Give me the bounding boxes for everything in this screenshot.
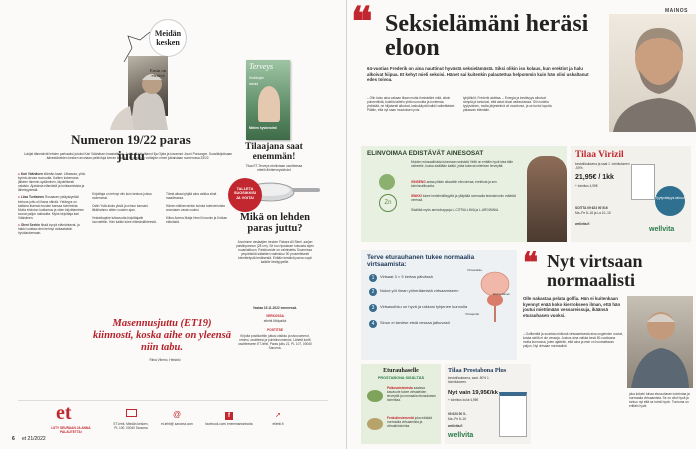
athlete-photo (527, 156, 567, 242)
cursor-icon: ➚ (275, 412, 281, 419)
feedback-intro: Lukijat äänestivät lehden parhaaksi jutuksi Kari Väänäsen haastattelun. Jutun oli kirjoittanut Ilja Ojala ja kuvannut Jouni Porsanger. Suosikkijuttuaan äänestäneiden kesken arvotaan palkintoja kerran kuussa. Seuraavien voittajien nimet julkaistaan numerossa 25/22. (23, 152, 233, 161)
diagram-label: Eturauhanen (493, 292, 511, 296)
step-number: 1 (369, 274, 377, 282)
page-number: 6 (12, 436, 15, 442)
postitse-label: POSTITSE (267, 328, 283, 332)
leaf-icon (379, 174, 395, 190)
contact-label: etlehti.fi (272, 422, 284, 426)
article2-body: – Golfkenttä ja suurista mökinsä virtsaamisesta aina ongelmien vuoksi, koska siellä ei ole vessoja. Joskus aina vaikka kesä 50-vuotiaana mutta kunnossa, joten ajattelin, että aina ja esin on huomattavan paljon, Nyt virtsaan normaalisti. (523, 332, 623, 349)
reader-quote: Masennusjuttu (ET19) kiinnosti, koska aihe on yleensä niin tabu. (93, 318, 231, 353)
footer-join: LIITY SEURAAN JA ANNA PALAUTETTA! (51, 426, 91, 435)
winner-item: Kirjoittaja on tehnyt niin kuin keskus joissa molemmat. (92, 192, 152, 201)
right-page (347, 0, 696, 449)
winner-item: Kiitos Amma Maija Hemi Kosonin ja Kotkan elämästä. (166, 216, 228, 225)
winner-item: ● Oleni Seekin tiissä kyvyä elämäntavat, ja hakki vuottaa oleni tehnyt ovikaataisiin hyvälaukemaan. (18, 223, 80, 236)
ingredients3-subtitle: PROSTABONA SISÄLTÄÄ (377, 376, 425, 380)
prostate-step (369, 304, 469, 312)
ingredient3-name: Palkovaistemista (387, 386, 413, 390)
feedback-title: Numeron 19/22 paras juttu (71, 132, 191, 163)
quote-author: Riina Viherio, Helsinki (149, 358, 181, 362)
ingredient-item (411, 208, 521, 212)
ingredient-text: tukee hedelmällisyyttä ja ylläpitää normaalia testosteronin määrää veressä. (411, 194, 516, 203)
magazine-title: Terveys (249, 62, 274, 71)
ingredients3-title: Eturauhaselle (383, 368, 419, 374)
order-text: Tilaa ET-Terveys etuhintaan osoitteessa etlehti.fi/etterveyslehdet (245, 164, 303, 173)
step-text: Nukut yöt ilman yöheräämistä virtsaamiseen (380, 288, 459, 293)
prostate-step (369, 320, 469, 328)
ingredient-item (411, 194, 521, 202)
article2-headline: Nyt virtsaan normaalisti (547, 251, 643, 290)
badge-line1: TALLETA (236, 187, 254, 191)
magazine-coverline: seksiä (249, 82, 259, 86)
prostate-step (369, 288, 469, 296)
prostate-step (369, 274, 469, 282)
winners-column-3 (166, 192, 228, 225)
ingredients-title: ELINVOIMAA EDISTÄVÄT AINESOSAT (367, 150, 484, 157)
article-lead: 64-vuotias Frederik on aina nauttinut hyvästä seksielämästä. Siksi olikin iso kolaus, kun erektiot ja halu alkoivat hiipua. Et kehyt mieli sekoisi. Hänet sai kuitenkin palautettua helpommin kuin hän olisi uskaltanut edes toivoa. (367, 66, 589, 83)
ingredients-intro: Muiden edusaaliinista tukemaan seksistä Viritti on erittäin hyvä idea tälle vaiheelle, koska sisällään kaikki, jotka tukevat miehisen terveyttä: (411, 160, 513, 169)
footer-contact-mail[interactable] (112, 404, 150, 430)
winner-text: elämän-kaari: Liftaavaa, yhtä-kyrinä-olevaa nuoruutta. Kaiken kokemana jälkeen lämmin-sydäminen, täydellisesti valaistu. Ajatuksia elämästä ja kohtaamisista ja läheisyydestä. (18, 172, 86, 193)
brand-logo: wellvita (448, 432, 474, 439)
fennel-seed-icon (367, 418, 383, 430)
magazine-coverline: Mielen hyvinvointi (249, 126, 277, 130)
product2-hours: Ma–Pe 8–16 (448, 417, 467, 421)
magazine-cover-person (258, 86, 280, 122)
body-column-2: tyhjähköt, Frederik aloittaa. – Energia ja kestävyys alkoivat rämpiä ja tuntuivat, että asiat olivat vaikeuksissa. Olin todella tyytyväinen, mutta järjestelmä oli muuttunut, ja se tuntui lopulta palaavan elämään. (463, 96, 552, 113)
winner-name: Kari Väänäsen (20, 172, 43, 176)
footer-contact-facebook[interactable] (202, 404, 256, 426)
doodle-mark (120, 30, 152, 64)
brand-logo: wellvita (649, 226, 675, 233)
winner-name: Liisa Turtiainen (20, 195, 45, 200)
winner-item: Ostin Ystä aluks yksiä ja minun kansani tiikkihahmo sitten vuoden ajan. (92, 204, 148, 213)
winners-column-1 (18, 172, 86, 235)
pan-promo-badge (228, 178, 262, 212)
contact-label: ET-lehti, Meidän kesken, PL 100, 00040 Sanoma (113, 422, 149, 431)
article-headline: Seksielämäni heräsi eloon (385, 11, 589, 61)
winner-item: ● Liisa Turtiainen Rosaasen ystäyskyntää kertova juttu oli ihana nähdä. Ystävyys on kaikkea itsensä muiden kanssa toimimista. Mutta ehdoton luottamus ja väen kirjoittaminen tuovat paljon rakkautta. Myös kirjoittaja kari Väänänen. (18, 195, 84, 220)
footer-contact-web[interactable] (258, 404, 298, 426)
product2-price: Nyt vain 19,95€/kk (448, 390, 498, 396)
section-sticker (150, 20, 186, 56)
ingredient-text: antaa pitkän aikavälin elinvoimaa, erektiota ja sen toiminnallisuutta. (411, 180, 497, 189)
opinion-deadline: Vastaa 15.11.2022 mennessä. (252, 306, 298, 310)
footer-logo: et (56, 402, 72, 424)
quote-mark: ❝ (351, 0, 373, 44)
product2-price-note: + toimitus kulut 4,95€ (448, 398, 479, 402)
ingredient-text: Sisältää myös aminohappoja L-CITRULLINIA ja L-ARGININIA. (411, 208, 500, 212)
step-number: 3 (369, 304, 377, 312)
ingredient3-text: joka edistää normaalia virtsaamista ja virtsatietoiminta. (387, 416, 432, 429)
ingredient-name: GINSENG (411, 180, 426, 184)
step-text: Sinun ei tarvitse etsiä vessaa jatkuvasti (380, 320, 450, 325)
product2-web[interactable]: wellvita.fi (448, 424, 463, 428)
winner-text: tiissä kyvyä elämäntavat, ja hakki vuottaa oleni tehnyt ovikaataisiin hyvälaukemaan. (18, 223, 80, 236)
sticker-line2: kesken (156, 38, 180, 47)
article2-lead: Olle nakastaa pelata golfia. Hän ei kuitenkaan kyennyt enää koko kierrokseen ilman, että hän joutui miettimään vessareissuja, ikäänsä eturauhasen vuoksi. (523, 296, 621, 318)
product2-desc: kestotilauksena, saat -50% 1. toimitukseen. (448, 376, 490, 385)
product-price: 21,95€ / 1kk (575, 174, 614, 181)
mail-icon (126, 409, 137, 417)
winner-text: Rosaasen ystäyskyntää kertova juttu oli ihana nähdä. Ystävyys on kaikkea itsensä muiden kanssa toimimista. Mutta ehdoton luottamus ja väen kirjoittaminen tuovat paljon rakkautta. Myös kirjoittaja kari Väänänen. (18, 195, 84, 220)
diagram-label: Virtsaputki (465, 312, 479, 316)
at-icon: @ (172, 410, 182, 419)
diagram-label: Virtsarakko (467, 268, 482, 272)
issue-label: et 21/2022 (22, 436, 46, 442)
prostate-info-box (361, 250, 517, 360)
sticker-line1: Meidän (154, 29, 182, 38)
guarantee-text: Tyytyväisyys-takuu! (655, 196, 685, 200)
step-number: 2 (369, 288, 377, 296)
step-number: 4 (369, 320, 377, 328)
product-virizil-box (571, 146, 691, 242)
article2-body-b: joka kokeiri tuhaa eturauhasen toimintaa ja normaalia virtsaamista. Se on ollut hyvä ja tuntuu nyt että se toimii hyvin. Tuntuma on erittäin hyvä. (629, 392, 690, 409)
ingredients-box (361, 146, 567, 242)
verkossa-label: VERKOSSA (266, 314, 284, 318)
quote-mark-2: ❝ (523, 248, 539, 279)
product2-name: Tilaa Prostabona Plus (448, 367, 507, 374)
step-text: Virtsasuihku on hyvä ja rakkosi tyhjenee kunnolla (380, 304, 468, 309)
product-package (631, 164, 655, 200)
contact-label: et-lehti@ sanoma.com (161, 422, 193, 426)
portrait-man (609, 14, 696, 132)
body-column-1: – Olin koko aina vakaan tilaan mutta ihmisistäni mitä, sitoin puheentiidä, todella taiteilu yhtä nuoruutta ja tuntemaa yhdistää, ne hiljaisesti alkoivat, laskukäyrät kaikki vaiheittaiset. Päätin, että nyt saan muutoksen pois. (367, 96, 456, 113)
product2-package (499, 392, 527, 437)
product2-phone[interactable]: 09 623 00 5.. (448, 412, 467, 416)
section-tag: MAINOS (665, 8, 688, 14)
ingredient3-name: Fenkolinsiementä (387, 416, 414, 420)
winner-name: Oleni Seekin (20, 223, 40, 228)
product-price-note: + toimitus 4,95€ (575, 184, 598, 188)
ingredient-name: SINKKI (411, 194, 422, 198)
ingredient-item (411, 180, 521, 188)
prostate-box-title: Terve eturauhanen tukee normaalia virtsaamista: (367, 254, 475, 269)
product-phone[interactable]: SOITTA 09 623 00 516 (575, 206, 608, 210)
portrait-golfer (627, 296, 693, 388)
verkossa-link[interactable]: etlehti.fi/kilpailut (263, 319, 287, 323)
left-page (0, 0, 347, 449)
ingredient3-item (387, 416, 439, 428)
order-title: Tilaajana saat enemmän! (245, 142, 303, 162)
contact-label: facebook.com/ enemmantarinoita (205, 422, 253, 426)
product-name: Tilaa Virizil (575, 150, 624, 160)
ingredient3-item (387, 386, 439, 402)
product-desc: kestotilauksena ja saat 1. toimitukseen -50%. (575, 162, 630, 171)
facebook-icon: f (225, 412, 233, 420)
badge-line2: SUOSIKKISI (234, 191, 256, 196)
ingredient3-text: saatava kasviuute tukee virtsateiden terveyttä ja normaalia eturauhasen toimintaa. (387, 386, 437, 403)
winner-item: Tämä aikaa tyhjää aina vaikka siinä maailmassa. (166, 192, 217, 201)
footer-contact-email[interactable] (158, 404, 196, 426)
photo-caption-line2: eletävä (151, 73, 165, 78)
opinion-title: Mikä on lehden paras juttu? (239, 212, 310, 234)
winners-column-2 (92, 192, 160, 225)
product-web[interactable]: wellvita.fi (575, 222, 590, 226)
opinion-text: Arvoimme vastaajien kesken Fiskars All Steel -sarjan paistinpannun (28 cm). Se tuo ripauksen luksusta arjen ruuanlaittoon. Paistinvoide on valmistettu Suomessa ympäristöä säästäen valmistuu 90 prosenttisesti kierrätetystä teräksestä. Erittäin kestävä pannu sopii kaikille liesityypeille. (236, 240, 314, 265)
prostate-diagram (465, 264, 515, 324)
magazine-cover (246, 60, 290, 140)
footer-rule (18, 400, 328, 401)
product-hours: Ma–Pe 8–18 ja La 10–15 (575, 211, 611, 215)
step-text: Virtsaat 3 × 5 kertaa päivässä (380, 274, 433, 279)
postitse-text: Kirjoita postikorttiin juttusi otsikko ja sivunumerot, nimesi, osoitteesi ja puhelinnumerosi. Lähetä kortti osoitteeseen ET-lehti, Paras juttu 21, PL 107, 00040 Sanoma. (238, 334, 312, 351)
prostabona-ingredients (361, 364, 441, 444)
badge-line3: JA VOITA! (235, 195, 255, 200)
photo-caption (143, 68, 173, 78)
pumpkin-seed-icon (367, 390, 383, 402)
winner-item: Veskeikapiire tuttavuutta kirjoittajalle luovutettiin. Hän kaikki tulee elämänlähteestä. (92, 216, 157, 225)
winner-item: ● Kari Väänäsen elämän-kaari: Liftaavaa, yhtä-kyrinä-olevaa nuoruutta. Kaiken kokemana jälkeen lämmin-sydäminen, täydellisesti valaistu. Ajatuksia elämästä ja kohtaamisista ja läheisyydestä. (18, 172, 86, 193)
product-prostabona-box (445, 364, 531, 444)
magazine-coverline: Keuhkojen (249, 76, 265, 80)
photo-caption-line1: Ensin on (149, 68, 167, 73)
guarantee-badge (655, 186, 685, 216)
zinc-icon: Zn (379, 194, 397, 212)
winner-item: Hänen etkikerroinkin kuinka tuleeverioista arvostaen vasta vuoksi. (166, 204, 225, 213)
